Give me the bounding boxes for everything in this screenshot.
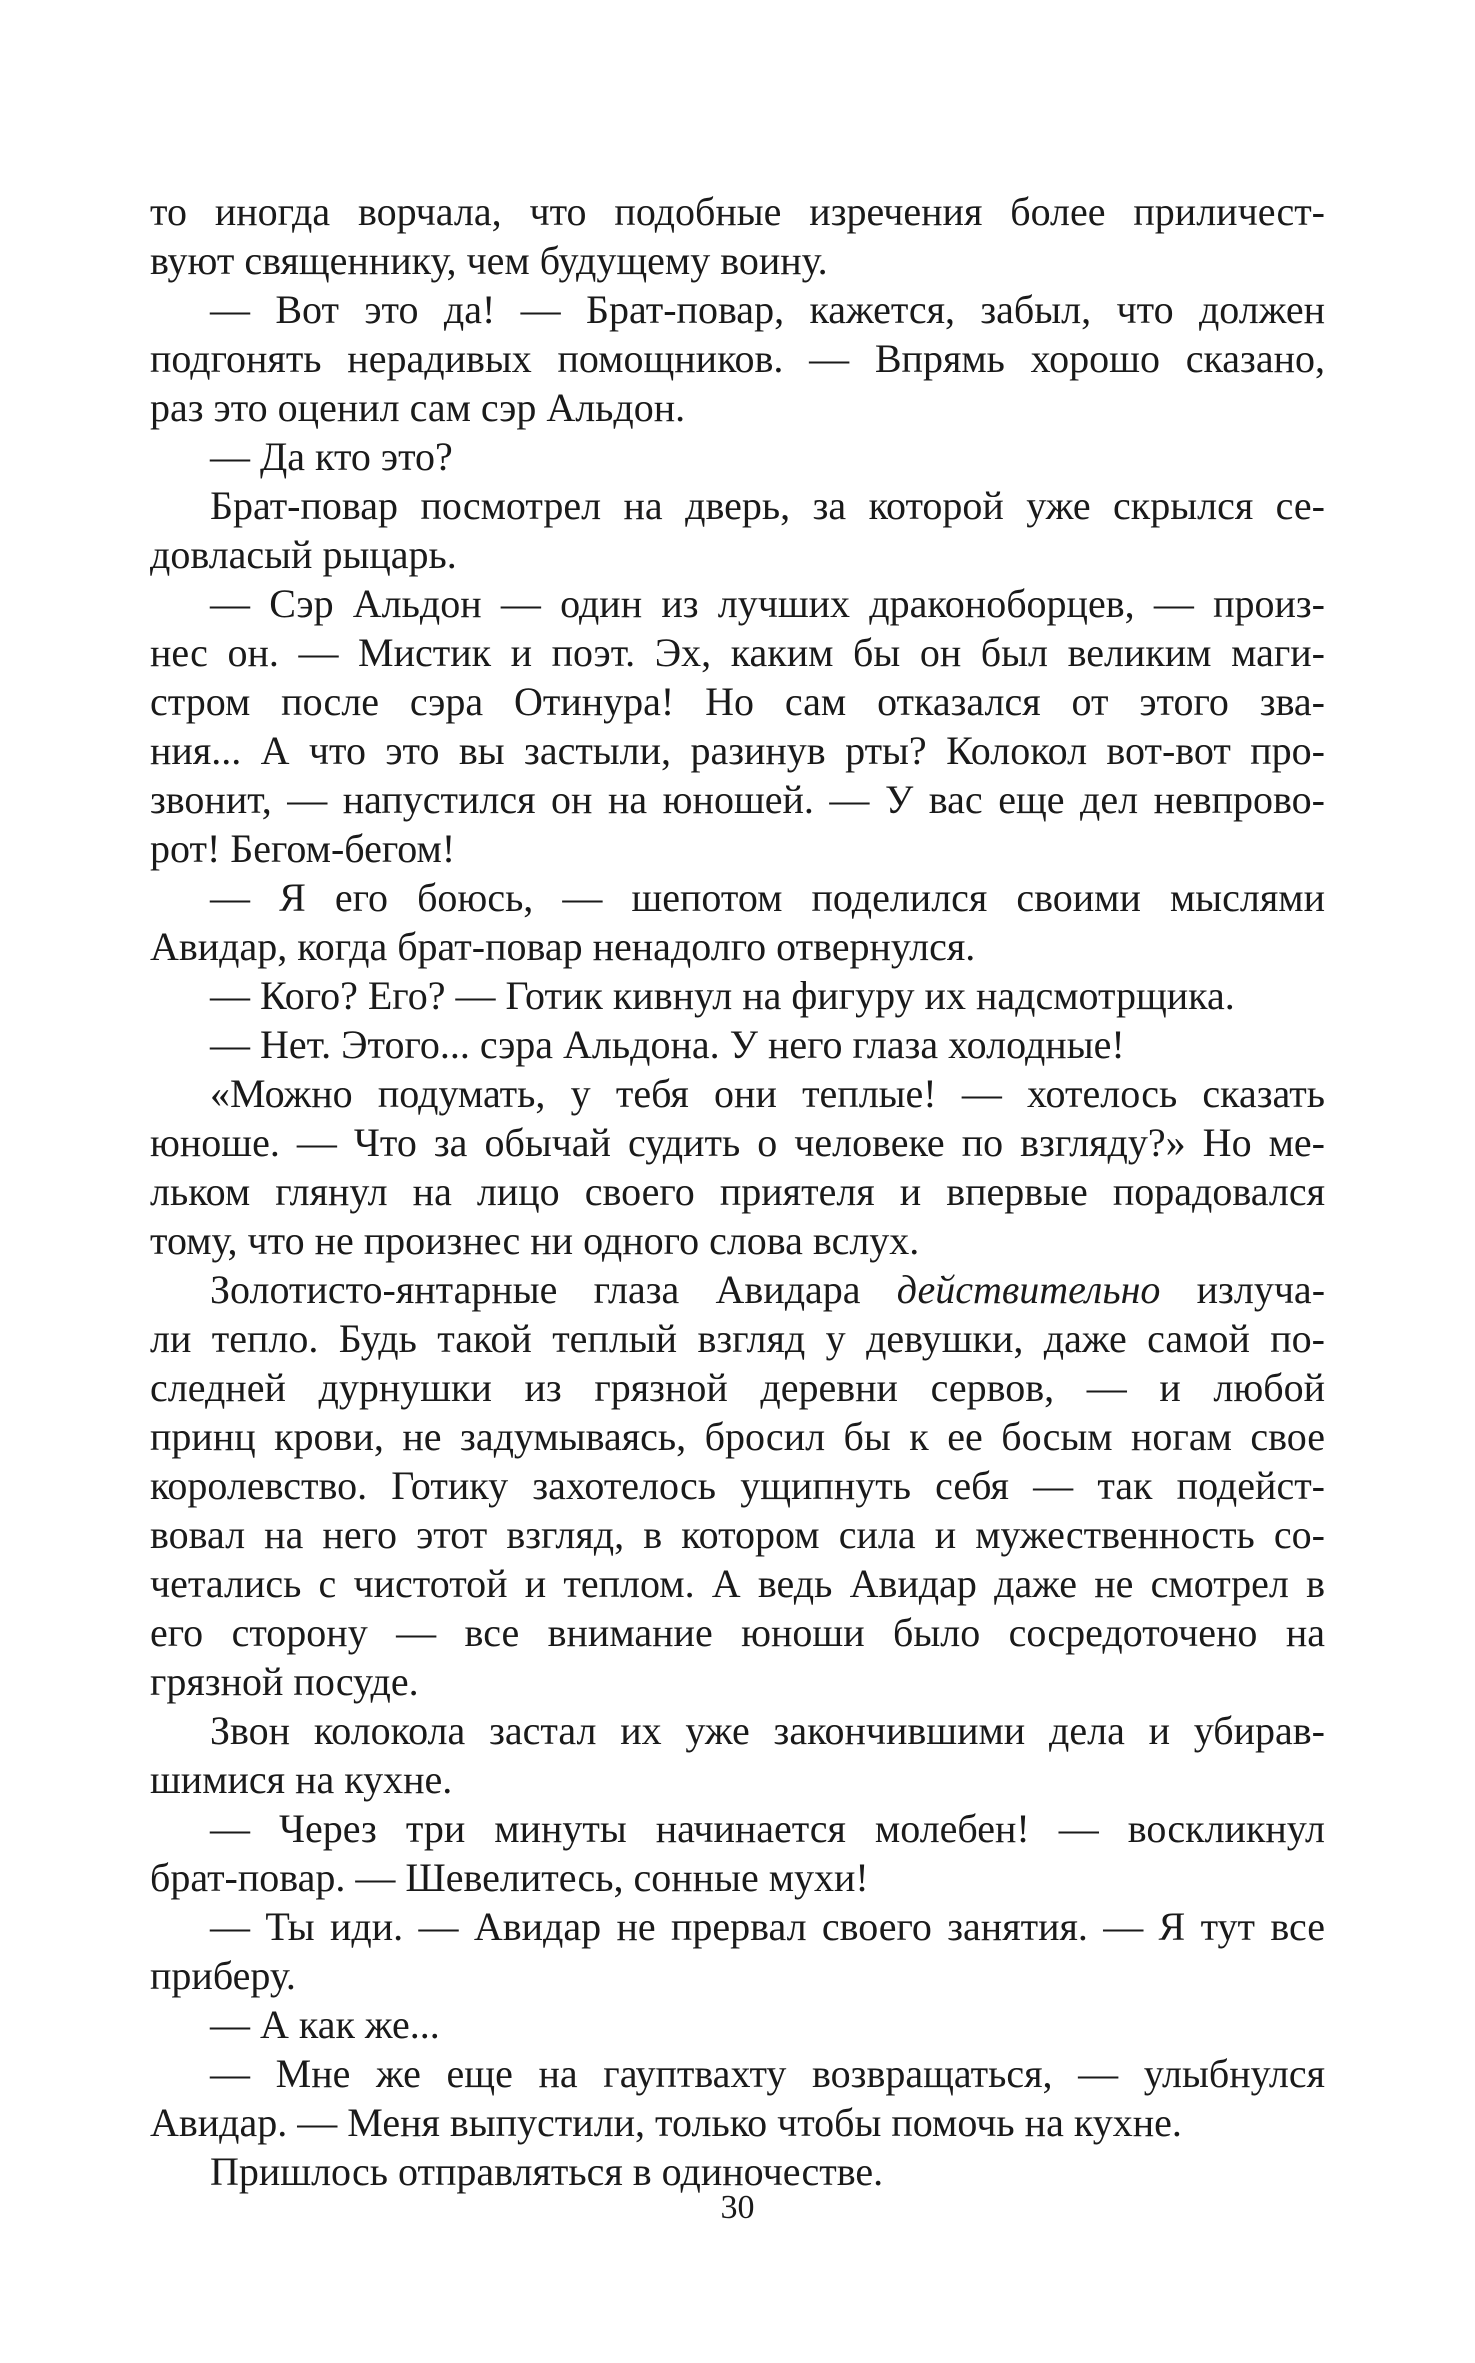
text-line: — Мне же еще на гауптвахту возвращаться, — улыбнулся [210, 2051, 1325, 2096]
text-line: Авидар, когда брат-повар ненадолго отвернулся. [150, 924, 976, 969]
text-segment: Золотисто-янтарные глаза Авидара [210, 1267, 897, 1312]
text-line: Брат-повар посмотрел на дверь, за которой уже скрылся се- [210, 483, 1325, 528]
text-line: Звон колокола застал их уже закончившими дела и убирав- [210, 1708, 1325, 1753]
page-body [150, 187, 1325, 2196]
text-line: четались с чистотой и теплом. А ведь Авидар даже не смотрел в [150, 1561, 1325, 1606]
text-line: рот! Бегом-бегом! [150, 826, 456, 871]
text-line: подгонять нерадивых помощников. — Впрямь хорошо сказано, [150, 336, 1325, 381]
text-line: вуют священнику, чем будущему воину. [150, 238, 828, 283]
text-line: — Ты иди. — Авидар не прервал своего занятия. — Я тут все [210, 1904, 1325, 1949]
text-line [150, 1265, 1325, 1314]
text-line: то иногда ворчала, что подобные изречения более приличест- [150, 189, 1325, 234]
text-line: грязной посуде. [150, 1659, 419, 1704]
page-number: 30 [720, 2189, 755, 2226]
text-line: звонит, — напустился он на юношей. — У вас еще дел невпрово- [150, 777, 1325, 822]
text-line: — Через три минуты начинается молебен! — воскликнул [210, 1806, 1325, 1851]
text-line: «Можно подумать, у тебя они теплые! — хотелось сказать [210, 1071, 1325, 1116]
text-line: — Нет. Этого... сэра Альдона. У него глаза холодные! [210, 1022, 1125, 1067]
text-line: его сторону — все внимание юноши было сосредоточено на [150, 1610, 1325, 1655]
text-line: ли тепло. Будь такой теплый взгляд у девушки, даже самой по- [150, 1316, 1325, 1361]
text-line: льком глянул на лицо своего приятеля и впервые порадовался [150, 1169, 1325, 1214]
text-line: раз это оценил сам сэр Альдон. [150, 385, 686, 430]
text-line: тому, что не произнес ни одного слова вслух. [150, 1218, 920, 1263]
text-line: следней дурнушки из грязной деревни сервов, — и любой [150, 1365, 1325, 1410]
text-line: Авидар. — Меня выпустили, только чтобы помочь на кухне. [150, 2100, 1182, 2145]
text-line: довласый рыцарь. [150, 532, 457, 577]
text-line: — Кого? Его? — Готик кивнул на фигуру их надсмотрщика. [210, 973, 1235, 1018]
text-line: — Сэр Альдон — один из лучших драконоборцев, — произ- [210, 581, 1325, 626]
text-line: юноше. — Что за обычай судить о человеке по взгляду?» Но ме- [150, 1120, 1325, 1165]
text-line: ния... А что это вы застыли, разинув рты? Колокол вот-вот про- [150, 728, 1325, 773]
text-line: — Вот это да! — Брат-повар, кажется, забыл, что должен [210, 287, 1325, 332]
text-line: стром после сэра Отинура! Но сам отказался от этого зва- [150, 679, 1325, 724]
text-line: Пришлось отправляться в одиночестве. [210, 2149, 884, 2194]
text-line: — Я его боюсь, — шепотом поделился своими мыслями [210, 875, 1325, 920]
text-line: вовал на него этот взгляд, в котором сила и мужественность со- [150, 1512, 1325, 1557]
text-line: приберу. [150, 1953, 296, 1998]
text-line: брат-повар. — Шевелитесь, сонные мухи! [150, 1855, 869, 1900]
text-line: нес он. — Мистик и поэт. Эх, каким бы он был великим маги- [150, 630, 1325, 675]
text-segment: излуча- [1160, 1267, 1326, 1312]
text-line: — А как же... [210, 2002, 440, 2047]
text-line: шимися на кухне. [150, 1757, 453, 1802]
italic-emphasis: действительно [896, 1267, 1161, 1312]
text-line: принц крови, не задумываясь, бросил бы к ее босым ногам свое [150, 1414, 1325, 1459]
text-line: королевство. Готику захотелось ущипнуть себя — так подейст- [150, 1463, 1325, 1508]
text-line: — Да кто это? [210, 434, 453, 479]
